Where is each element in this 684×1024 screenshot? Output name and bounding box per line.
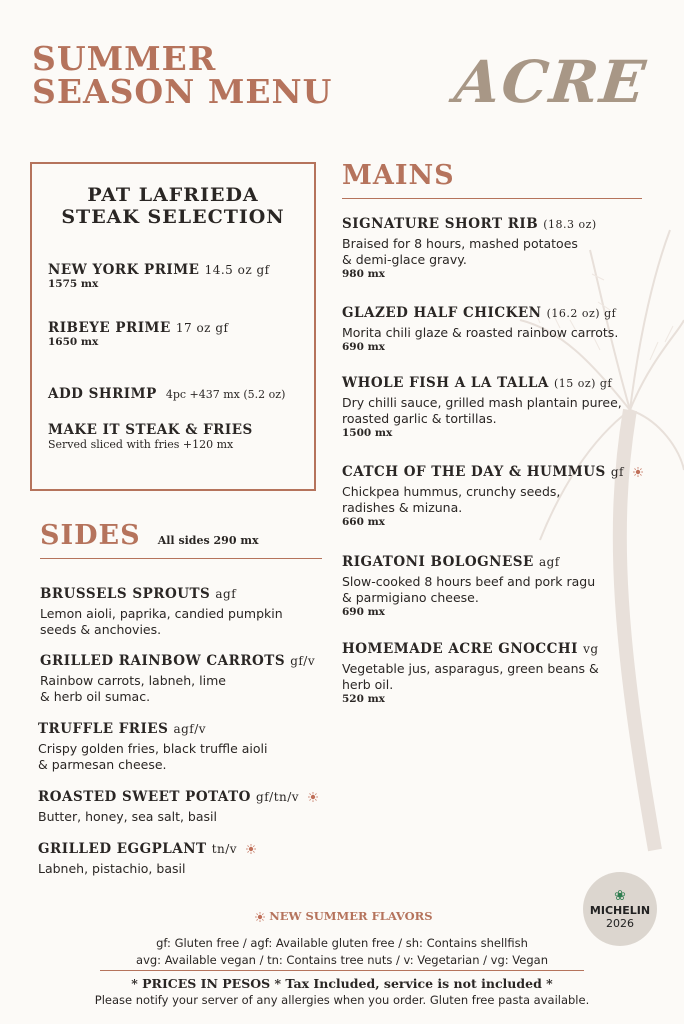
main-item [342,372,672,439]
main-item-desc: Chickpea hummus, crunchy seeds, [342,484,561,499]
steak-title-line-2: STEAK SELECTION [61,206,285,228]
main-item-desc: radishes & mizuna. [342,500,463,515]
steak-item [48,317,228,348]
side-item-name: GRILLED RAINBOW CARROTS [40,653,286,669]
main-item-desc: Vegetable jus, asparagus, green beans & [342,661,599,676]
prices-note: * PRICES IN PESOS * Tax Included, service is not included * [131,976,553,991]
steak-item-price: 1650 mx [48,336,99,348]
main-item-name: WHOLE FISH A LA TALLA [342,375,549,391]
main-item-name: HOMEMADE ACRE GNOCCHI [342,641,578,657]
add-shrimp [48,383,285,402]
steak-item-price: 1575 mx [48,278,99,290]
side-item-desc: & herb oil sumac. [40,689,151,704]
main-item [342,213,662,280]
side-item-name: ROASTED SWEET POTATO [38,789,251,805]
main-item-mod: (16.2 oz) gf [546,307,617,320]
main-item-price: 690 mx [342,341,385,353]
side-item [40,583,330,638]
side-item [38,718,328,773]
main-item-desc: Slow-cooked 8 hours beef and pork ragu [342,574,596,589]
side-item-mod: agf [215,587,237,601]
side-item-desc: Butter, honey, sea salt, basil [38,809,217,824]
sides-title: SIDES [40,520,141,551]
steak-item-mod: 14.5 oz gf [204,263,270,277]
main-item-name: SIGNATURE SHORT RIB [342,216,539,232]
main-item-desc: Dry chilli sauce, grilled mash plantain puree, [342,395,622,410]
legend-line-1: gf: Gluten free / agf: Available gluten free / sh: Contains shellfish [156,936,528,950]
main-item-desc: herb oil. [342,677,394,692]
main-item [342,551,662,618]
steak-title-line-1: PAT LAFRIEDA [87,184,259,206]
side-item-desc: Lemon aioli, paprika, candied pumpkin [40,606,283,621]
sides-heading [40,520,259,551]
main-item-mod: agf [538,555,560,569]
side-item-name: GRILLED EGGPLANT [38,841,207,857]
add-shrimp-mod: 4pc +437 mx (5.2 oz) [165,388,286,401]
new-flavors-note [0,909,684,923]
main-item-name: GLAZED HALF CHICKEN [342,305,542,321]
main-item-price: 980 mx [342,268,385,280]
mains-divider [342,198,642,199]
main-item-mod: vg [583,642,599,656]
add-shrimp-name: ADD SHRIMP [48,386,157,402]
side-item-mod: agf/v [173,722,207,736]
acre-logo: ACRE [451,48,651,116]
steak-fries-desc: Served sliced with fries +120 mx [48,438,234,451]
side-item-name: TRUFFLE FRIES [38,721,169,737]
side-item-mod: gf/tn/v [256,790,300,804]
main-item-desc: Braised for 8 hours, mashed potatoes [342,236,578,251]
main-item-desc: & parmigiano cheese. [342,590,479,605]
sun-icon [255,912,265,922]
sun-icon [308,792,318,802]
main-item [342,461,662,528]
main-item-name: RIGATONI BOLOGNESE [342,554,534,570]
steak-item-name: NEW YORK PRIME [48,262,200,278]
side-item [40,650,330,705]
steak-fries [48,422,253,451]
side-item-desc: Crispy golden fries, black truffle aioli [38,741,268,756]
michelin-clover-icon: ❀ [614,888,626,904]
new-flavors-label: NEW SUMMER FLAVORS [269,909,433,923]
mains-title: MAINS [342,160,455,191]
main-item-price: 1500 mx [342,427,393,439]
main-item-price: 690 mx [342,606,385,618]
steak-item-name: RIBEYE PRIME [48,320,171,336]
title-line-1: SUMMER [32,39,217,78]
main-item [342,638,662,705]
side-item-desc: seeds & anchovies. [40,622,162,637]
side-item-desc: & parmesan cheese. [38,757,167,772]
main-item-name: CATCH OF THE DAY & HUMMUS [342,464,606,480]
sides-note: All sides 290 mx [157,534,259,547]
allergy-notice: Please notify your server of any allergies when you order. Gluten free pasta available. [94,993,590,1007]
sun-icon [633,467,643,477]
main-item-price: 520 mx [342,693,385,705]
main-item-price: 660 mx [342,516,385,528]
main-item [342,302,662,353]
sun-icon [246,844,256,854]
steak-fries-name: MAKE IT STEAK & FRIES [48,422,253,438]
legend-line-2: avg: Available vegan / tn: Contains tree nuts / v: Vegetarian / vg: Vegan [136,953,548,967]
side-item-desc: Rainbow carrots, labneh, lime [40,673,226,688]
main-item-desc: Morita chili glaze & roasted rainbow carrots. [342,325,619,340]
side-item [38,838,338,877]
steak-item-mod: 17 oz gf [175,321,229,335]
steak-box-title [30,184,316,228]
side-item-mod: tn/v [211,842,238,856]
main-item-mod: gf [610,465,624,479]
main-item-desc: & demi-glace gravy. [342,252,467,267]
sides-divider [40,558,322,559]
side-item-name: BRUSSELS SPROUTS [40,586,211,602]
main-item-mod: (18.3 oz) [543,218,597,231]
michelin-year: 2026 [606,917,634,930]
side-item-desc: Labneh, pistachio, basil [38,861,186,876]
side-item [38,786,338,825]
footer-divider [100,970,584,971]
main-item-mod: (15 oz) gf [553,377,613,390]
page-title [32,39,333,111]
title-line-2: SEASON MENU [32,72,333,111]
steak-item [48,259,270,290]
side-item-mod: gf/v [290,654,316,668]
michelin-label: MICHELIN [589,904,651,917]
main-item-desc: roasted garlic & tortillas. [342,411,497,426]
